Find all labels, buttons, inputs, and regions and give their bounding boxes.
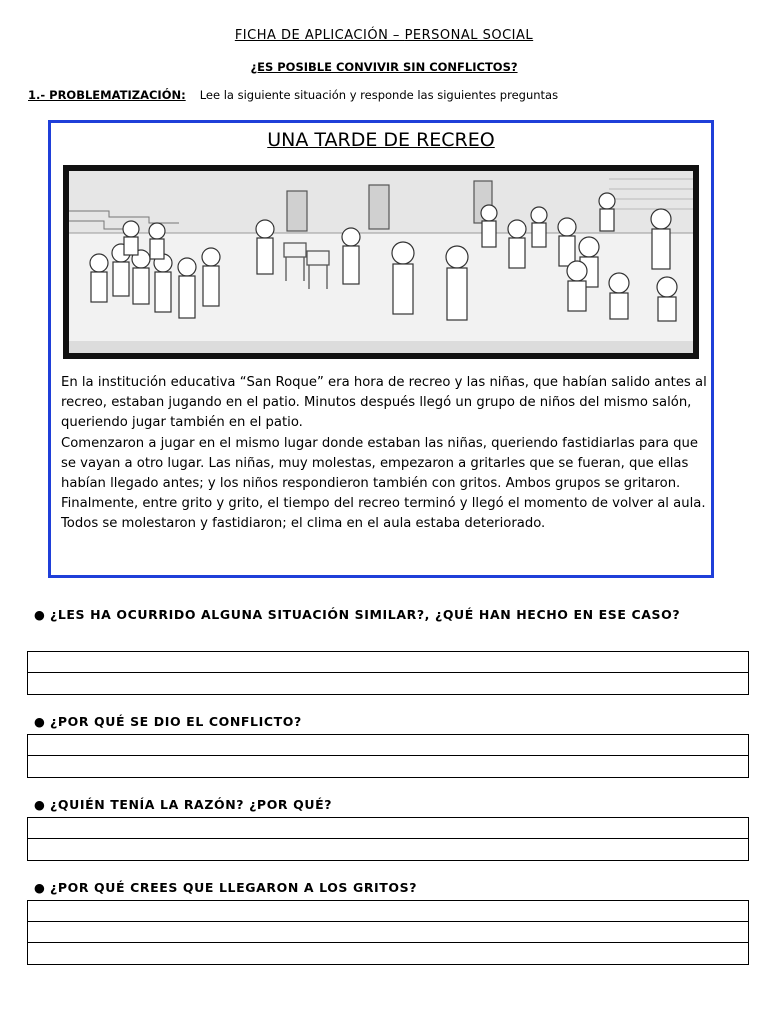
answer-line[interactable] [28,756,748,777]
story-text [61,373,709,535]
story-frame [48,120,714,578]
question-1 [34,604,730,626]
answer-box-4 [27,900,749,965]
answer-box-2 [27,734,749,778]
question-2-text: ¿POR QUÉ SE DIO EL CONFLICTO? [50,714,302,729]
question-4 [34,877,730,899]
answer-line[interactable] [28,673,748,694]
story-title: UNA TARDE DE RECREO [267,129,495,151]
question-3-text: ¿QUIÉN TENÍA LA RAZÓN? ¿POR QUÉ? [50,797,333,812]
worksheet-title-subject: PERSONAL SOCIAL [404,28,534,43]
answer-line[interactable] [28,652,748,673]
question-3 [34,794,730,816]
section-instruction: Lee la siguiente situación y responde las siguientes preguntas [199,88,559,102]
story-paragraph-2: Comenzaron a jugar en el mismo lugar donde estaban las niñas, queriendo fastidiarlas para que se vayan a otro lugar. Las niñas, muy molestas, empezaron a gritarles que se fueran, que ellas habían llegado antes; y los niños respondieron también con gritos. Ambos grupos se gritaron. Finalmente, entre grito y grito, el tiempo del recreo terminó y llegó el momento de volver al aula. Todos se molestaron y fastidiaron; el clima en el aula estaba deteriorado. [61,435,706,532]
story-paragraph-1: En la institución educativa “San Roque” era hora de recreo y las niñas, que habían salido antes al recreo, estaban jugando en el patio. Minutos después llegó un grupo de niños del mismo salón, queriendo jugar también en el patio. [61,375,707,431]
playground-scene-image [69,171,693,353]
bullet-icon: ● [34,797,46,812]
playground-illustration [63,165,699,359]
answer-box-1 [27,651,749,695]
worksheet-title-left: FICHA DE APLICACIÓN – [234,28,405,43]
answer-line[interactable] [28,839,748,860]
answer-line[interactable] [28,943,748,964]
section-label: 1.- PROBLEMATIZACIÓN: [28,88,186,102]
answer-line[interactable] [28,901,748,922]
answer-line[interactable] [28,735,748,756]
question-1-text: ¿LES HA OCURRIDO ALGUNA SITUACIÓN SIMILAR?, ¿QUÉ HAN HECHO EN ESE CASO? [50,607,681,622]
section-heading [28,88,558,102]
bullet-icon: ● [34,714,46,729]
question-4-text: ¿POR QUÉ CREES QUE LLEGARON A LOS GRITOS? [50,880,418,895]
worksheet-title [0,28,768,43]
question-2 [34,711,730,733]
worksheet-subtitle: ¿ES POSIBLE CONVIVIR SIN CONFLICTOS? [250,60,518,74]
bullet-icon: ● [34,607,46,622]
answer-line[interactable] [28,922,748,943]
answer-line[interactable] [28,818,748,839]
bullet-icon: ● [34,880,46,895]
answer-box-3 [27,817,749,861]
